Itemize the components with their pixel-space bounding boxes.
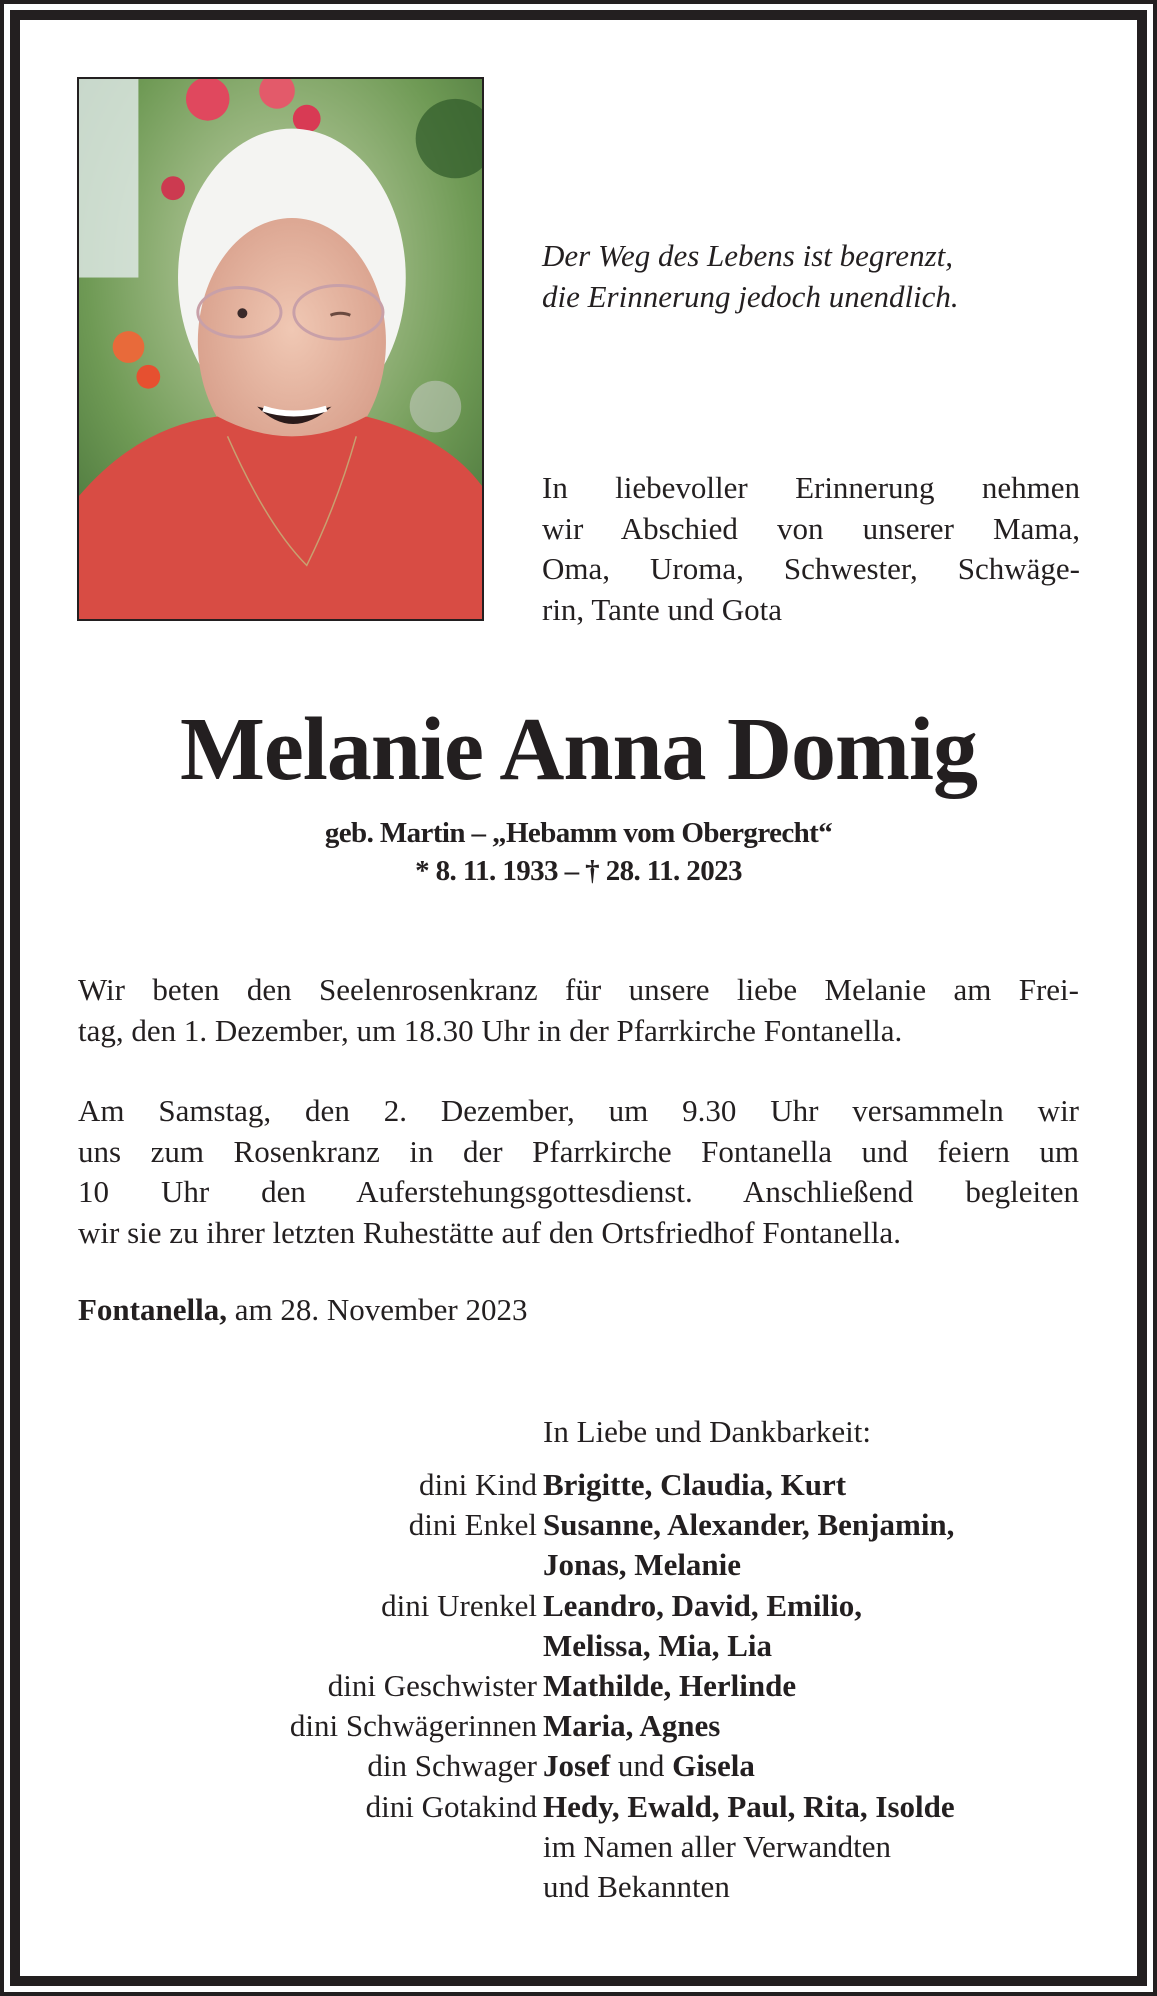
connector-word: und [617,1748,665,1784]
relative-names [543,1746,755,1786]
farewell-intro [542,468,1080,631]
portrait-image [79,79,482,619]
relative-names: Brigitte, Claudia, Kurt [543,1467,847,1502]
relation-label: dini Enkel [408,1507,537,1543]
rosary-paragraph [78,970,1079,1051]
relative-names: Mathilde, Herlinde [543,1667,797,1703]
relation-label: dini Urenkel [381,1587,537,1623]
relative-names: Susanne, Alexander, Benjamin, [543,1507,955,1543]
mourner-row [0,1545,1157,1585]
intro-line: Oma, Uroma, Schwester, Schwäge- [542,551,1080,587]
deceased-name: Melanie Anna Domig [179,700,977,799]
paragraph-line: wir sie zu ihrer letzten Ruhestätte auf den Ortsfriedhof Fontanella. [78,1215,901,1251]
paragraph-line: 10 Uhr den Auferstehungsgottesdienst. Anschließend begleiten [78,1174,1079,1210]
intro-line: wir Abschied von unserer Mama, [542,510,1080,546]
quote-line: Der Weg des Lebens ist begrenzt, [542,238,953,273]
relation-label: dini Kind [419,1467,537,1502]
paragraph-line: Am Samstag, den 2. Dezember, um 9.30 Uhr versammeln wir [78,1093,1079,1128]
paragraph-line: uns zum Rosenkranz in der Pfarrkirche Fontanella und feiern um [78,1133,1079,1169]
relative-names: Hedy, Ewald, Paul, Rita, Isolde [543,1788,955,1824]
paragraph-line: tag, den 1. Dezember, um 18.30 Uhr in der Pfarrkirche Fontanella. [78,1012,903,1048]
notice-date: am 28. November 2023 [234,1292,528,1327]
mourner-row [0,1505,1157,1545]
relative-names: Melissa, Mia, Lia [543,1627,773,1663]
relation-label: din Schwager [367,1748,537,1784]
relative-name: Josef [543,1748,611,1784]
closing-line: im Namen aller Verwandten [543,1829,892,1864]
place-name: Fontanella, [78,1292,227,1327]
paragraph-line: Wir beten den Seelenrosenkranz für unsere liebe Melanie am Frei- [78,972,1079,1007]
relation-label: dini Schwägerinnen [289,1708,537,1744]
mourner-row [0,1706,1157,1746]
mourner-row [0,1465,1157,1505]
portrait-photo [77,77,484,621]
relative-names: Leandro, David, Emilio, [543,1587,862,1623]
thanks-heading: In Liebe und Dankbarkeit: [543,1414,871,1449]
relative-name: Gisela [672,1748,755,1784]
mourners-list [0,1465,1157,1827]
deceased-dates: * 8. 11. 1933 – † 28. 11. 2023 [415,855,742,887]
relation-label: dini Gotakind [365,1788,537,1824]
relative-names: Maria, Agnes [543,1708,721,1744]
mourner-row [0,1586,1157,1626]
closing-line: und Bekannten [543,1869,730,1904]
quote-line: die Erinnerung jedoch unendlich. [542,279,959,314]
relative-names: Jonas, Melanie [543,1547,742,1583]
intro-line: In liebevoller Erinnerung nehmen [542,470,1080,505]
mourner-row [0,1746,1157,1786]
relation-label: dini Geschwister [327,1667,537,1703]
mourner-row [0,1626,1157,1666]
memorial-quote [542,235,1082,317]
funeral-paragraph [78,1091,1079,1254]
mourner-row [0,1787,1157,1827]
mourner-row [0,1666,1157,1706]
deceased-subtitle: geb. Martin – „Hebamm vom Obergrecht“ [324,817,833,849]
intro-line: rin, Tante und Gota [542,592,783,628]
place-date [78,1290,527,1330]
